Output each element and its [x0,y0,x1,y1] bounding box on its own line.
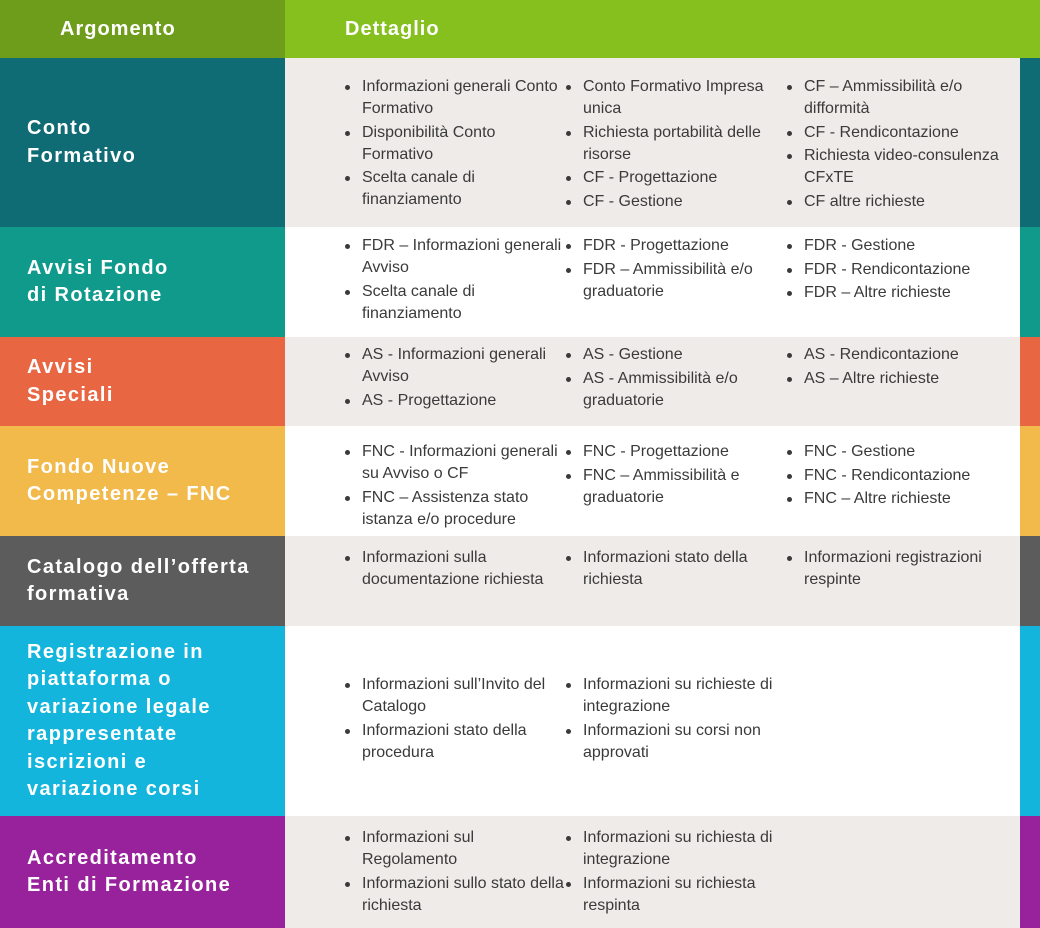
category-label [27,454,232,509]
detail-item: FNC - Rendicontazione [785,465,1006,487]
detail-item: Informazioni registrazioni respinte [785,547,1006,591]
row-category [0,816,285,928]
row-detail [285,227,1020,337]
category-line: Registrazione in [27,640,204,663]
detail-item: AS - Ammissibilità e/o graduatorie [564,368,785,412]
detail-item: FDR - Rendicontazione [785,259,1006,281]
table-body [0,58,1040,928]
header-argomento: Argomento [0,0,285,58]
category-line: iscrizioni e [27,750,148,773]
detail-item: AS - Gestione [564,344,785,366]
detail-column [343,76,564,213]
category-line: Accreditamento [27,846,198,869]
detail-item: Informazioni sullo stato della richiesta [343,873,564,917]
table-row [0,58,1040,227]
detail-item: FNC – Assistenza stato istanza e/o procedure [343,487,564,531]
row-color-strip [1020,536,1040,626]
row-detail [285,626,1020,816]
detail-item: AS - Rendicontazione [785,344,1006,366]
category-line: rappresentate [27,723,178,745]
row-category [0,337,285,426]
detail-item: Informazioni generali Conto Formativo [343,76,564,120]
detail-item: Informazioni su richiesta respinta [564,873,785,917]
row-color-strip [1020,337,1040,426]
row-category [0,227,285,337]
row-category [0,426,285,536]
detail-column [564,547,785,593]
detail-item: CF - Gestione [564,191,785,213]
category-label [27,115,136,170]
detail-item: Conto Formativo Impresa unica [564,76,785,120]
detail-item: Informazioni su richiesta di integrazione [564,827,785,871]
category-line: Enti di Formazione [27,874,232,896]
detail-item: FDR - Gestione [785,235,1006,257]
detail-item: FNC - Gestione [785,441,1006,463]
detail-item: FNC - Informazioni generali su Avviso o CF [343,441,564,485]
row-detail [285,426,1020,536]
row-category [0,536,285,626]
detail-item: Informazioni su richieste di integrazione [564,674,785,718]
detail-column [785,235,1006,306]
row-color-strip [1020,426,1040,536]
detail-item: Informazioni sull’Invito del Catalogo [343,674,564,718]
table-row [0,337,1040,426]
detail-item: Informazioni stato della richiesta [564,547,785,591]
detail-column [564,674,785,765]
detail-column [564,441,785,510]
detail-item: Informazioni stato della procedura [343,720,564,764]
detail-item: CF - Rendicontazione [785,122,1006,144]
row-detail [285,337,1020,426]
table-header [0,0,1040,58]
detail-item: FDR – Altre richieste [785,282,1006,304]
detail-item: Informazioni sulla documentazione richiesta [343,547,564,591]
category-label [27,255,169,310]
detail-item: Scelta canale di finanziamento [343,167,564,211]
detail-item: FDR – Ammissibilità e/o graduatorie [564,259,785,303]
detail-column [343,547,564,593]
row-color-strip [1020,626,1040,816]
table-row [0,536,1040,626]
category-label [27,354,114,409]
category-line: Competenze – FNC [27,483,232,505]
table-row [0,816,1040,928]
detail-item: Informazioni su corsi non approvati [564,720,785,764]
row-detail [285,58,1020,227]
detail-column [564,827,785,918]
detail-item: Richiesta portabilità delle risorse [564,122,785,166]
detail-column [343,674,564,765]
category-label [27,639,211,804]
category-line: Catalogo dell’offerta [27,555,250,578]
detail-column [343,827,564,918]
detail-item: FDR - Progettazione [564,235,785,257]
category-line: Avvisi Fondo [27,256,169,279]
table-row [0,426,1040,536]
category-line: Fondo Nuove [27,455,171,478]
detail-item: Disponibilità Conto Formativo [343,122,564,166]
detail-column [343,235,564,326]
detail-item: Informazioni sul Regolamento [343,827,564,871]
detail-item: CF altre richieste [785,191,1006,213]
detail-column [564,235,785,304]
category-line: variazione legale [27,695,211,718]
detail-column [785,547,1006,593]
detail-item: FNC – Ammissibilità e graduatorie [564,465,785,509]
table-row [0,227,1040,337]
category-line: piattaforma o [27,668,172,690]
category-label [27,554,250,609]
row-color-strip [1020,816,1040,928]
row-color-strip [1020,58,1040,227]
detail-item: AS – Altre richieste [785,368,1006,390]
detail-column [785,344,1006,391]
detail-item: AS - Progettazione [343,390,564,412]
detail-column [785,441,1006,512]
header-dettaglio: Dettaglio [285,0,1040,58]
detail-item: FNC - Progettazione [564,441,785,463]
category-line: Speciali [27,383,114,406]
category-line: Avvisi [27,356,94,378]
detail-item: Richiesta video-consulenza CFxTE [785,145,1006,189]
category-line: Conto [27,117,92,139]
category-line: variazione corsi [27,778,201,800]
category-line: Formativo [27,144,137,167]
row-color-strip [1020,227,1040,337]
row-detail [285,816,1020,928]
detail-item: FNC – Altre richieste [785,488,1006,510]
row-detail [285,536,1020,626]
row-category [0,626,285,816]
category-line: di Rotazione [27,284,163,306]
detail-column [785,76,1006,214]
detail-column [564,76,785,214]
category-label [27,845,231,900]
category-line: formativa [27,583,130,605]
row-category [0,58,285,227]
detail-item: CF – Ammissibilità e/o difformità [785,76,1006,120]
detail-column [343,441,564,532]
detail-item: AS - Informazioni generali Avviso [343,344,564,388]
detail-item: Scelta canale di finanziamento [343,281,564,325]
table-row [0,626,1040,816]
detail-item: CF - Progettazione [564,167,785,189]
detail-column [564,344,785,413]
detail-item: FDR – Informazioni generali Avviso [343,235,564,279]
detail-column [343,344,564,413]
